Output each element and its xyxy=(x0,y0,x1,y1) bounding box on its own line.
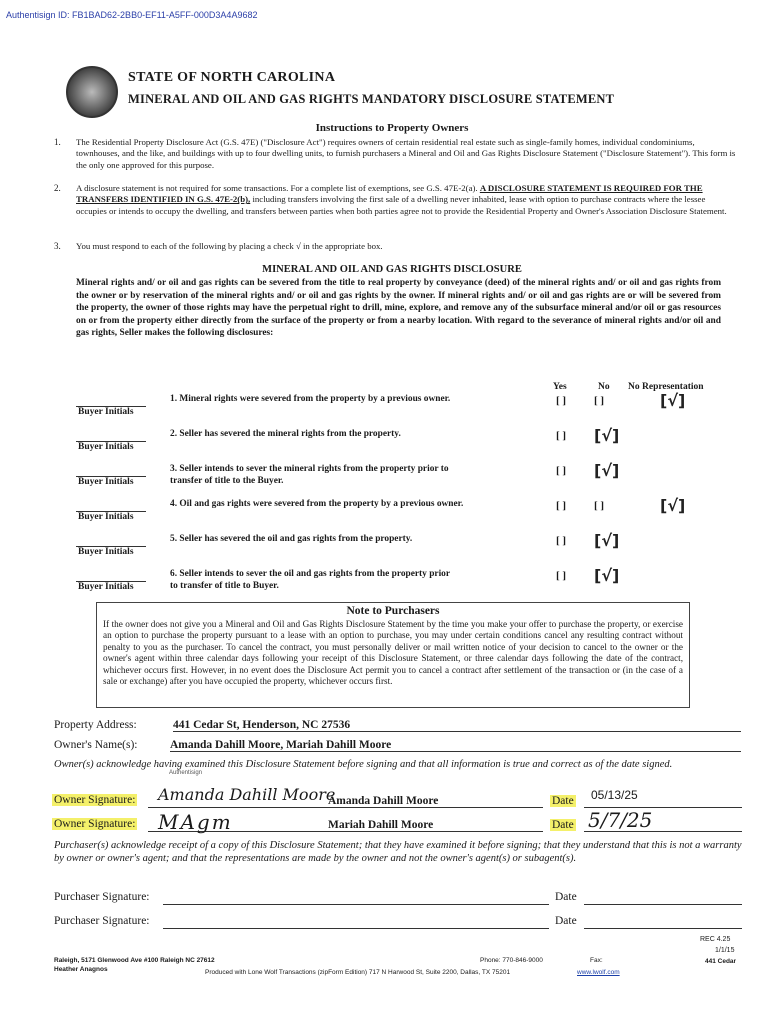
purchaser1-date-label: Date xyxy=(555,891,577,903)
owner-signature-label-1: Owner Signature: xyxy=(54,794,136,806)
answer-box-yes[interactable]: [ ] xyxy=(556,535,567,547)
answer-box-no[interactable]: [√] xyxy=(594,566,620,585)
form-date: 1/1/15 xyxy=(715,947,735,954)
owner1-date-label: Date xyxy=(552,795,574,807)
owners-name-value: Amanda Dahill Moore, Mariah Dahill Moore xyxy=(170,739,741,752)
question-text: 3. Seller intends to sever the mineral rights from the property prior to xyxy=(170,464,449,474)
purchaser2-date-label: Date xyxy=(555,915,577,927)
property-address-label: Property Address: xyxy=(54,719,137,731)
purchaser-signature-label-2: Purchaser Signature: xyxy=(54,915,150,927)
office-phone: Phone: 770-846-9000 xyxy=(480,957,543,964)
owner2-printed-name: Mariah Dahill Moore xyxy=(328,819,434,831)
nc-state-seal-icon xyxy=(66,66,118,118)
office-fax: Fax: xyxy=(590,957,603,964)
instruction-text-2 xyxy=(76,183,736,217)
question-text: 6. Seller intends to sever the oil and gas rights from the property prior xyxy=(170,569,451,579)
column-no-representation-header: No Representation xyxy=(628,382,704,392)
office-address: Raleigh, 5171 Glenwood Ave #100 Raleigh NC 27612 xyxy=(54,957,215,964)
owner-acknowledgement: Owner(s) acknowledge having examined this Disclosure Statement before signing and that all information is true and correct as of the date signed. xyxy=(54,759,673,770)
buyer-initials-label: Buyer Initials xyxy=(78,477,134,487)
owner-signature-line-1[interactable] xyxy=(148,807,543,808)
buyer-initials-label: Buyer Initials xyxy=(78,407,134,417)
instruction-number-1: 1. xyxy=(54,137,61,147)
note-title: Note to Purchasers xyxy=(346,605,440,617)
disclosure-intro: Mineral rights and/ or oil and gas rights can be severed from the title to real property by conveyance (deed) of the mineral rights and/ or oil and gas rights from the owner or by reservation of the mineral rights and/ or oil and gas rights by the owner. If mineral rights and/ or oil and gas rights are or will be severed from the property, the owner of those rights may have the perpetual right to drill, mine, explore, and remove any of the subsurface mineral and/or oil or gas resources on or from the property either directly from the surface of the property or from a nearby location. With regard to the severance of mineral rights and/or oil and gas rights, Seller makes the following disclosures: xyxy=(76,278,721,339)
answer-box-no[interactable]: [√] xyxy=(594,426,620,445)
buyer-initials-label: Buyer Initials xyxy=(78,547,134,557)
instruction-number-2: 2. xyxy=(54,183,61,193)
question-text: 4. Oil and gas rights were severed from the property by a previous owner. xyxy=(170,499,464,509)
authentisign-tag: Authentisign xyxy=(169,770,203,776)
answer-box-yes[interactable]: [ ] xyxy=(556,570,567,582)
instruction-text-1: The Residential Property Disclosure Act (G.S. 47E) ("Disclosure Act") requires owners of certain residential real estate such as single-family homes, individual condominiums, townhouses, and the like, and buildings with up to four dwelling units, to furnish purchasers a Mineral and Oil and Gas Rights Disclosure Statement ("Disclosure Statement"). This form is the only one approved for this purpose. xyxy=(76,137,736,170)
buyer-initials-label: Buyer Initials xyxy=(78,582,134,592)
question-text-continued: to transfer of title to Buyer. xyxy=(170,581,279,591)
website-link[interactable]: www.lwolf.com xyxy=(577,969,620,976)
owners-name-label: Owner's Name(s): xyxy=(54,739,138,751)
disclosure-title: MINERAL AND OIL AND GAS RIGHTS DISCLOSURE xyxy=(262,264,522,275)
instructions-title: Instructions to Property Owners xyxy=(315,122,469,134)
form-short-address: 441 Cedar xyxy=(705,958,737,965)
buyer-initials-label: Buyer Initials xyxy=(78,512,134,522)
answer-box-yes[interactable]: [ ] xyxy=(556,500,567,512)
instruction-text-3: You must respond to each of the following by placing a check √ in the appropriate box. xyxy=(76,241,383,251)
purchaser1-date-line[interactable] xyxy=(584,904,742,905)
property-address-value: 441 Cedar St, Henderson, NC 27536 xyxy=(173,719,741,732)
agent-name: Heather Anagnos xyxy=(54,966,108,973)
produced-by: Produced with Lone Wolf Transactions (zipForm Edition) 717 N Harwood St, Suite 2200, Dallas, TX 75201 xyxy=(205,969,511,976)
question-text: 1. Mineral rights were severed from the property by a previous owner. xyxy=(170,394,451,404)
answer-box-norep[interactable]: [√] xyxy=(660,496,686,515)
answer-box-no[interactable]: [ ] xyxy=(594,395,605,407)
form-code: REC 4.25 xyxy=(700,936,731,943)
instruction-number-3: 3. xyxy=(54,241,61,251)
purchaser-signature-label-1: Purchaser Signature: xyxy=(54,891,150,903)
buyer-initials-label: Buyer Initials xyxy=(78,442,134,452)
column-yes-header: Yes xyxy=(553,382,567,392)
authentisign-id: Authentisign ID: FB1BAD62-2BB0-EF11-A5FF-000D3A4A9682 xyxy=(6,10,258,20)
answer-box-no[interactable]: [ ] xyxy=(594,500,605,512)
note-to-purchasers-box xyxy=(96,602,690,708)
owner1-printed-name: Amanda Dahill Moore xyxy=(328,795,439,807)
owner1-signature: Amanda Dahill Moore xyxy=(158,785,336,804)
note-text: If the owner does not give you a Mineral and Oil and Gas Rights Disclosure Statement by the time you make your offer to purchase the property, or exercise an option to purchase the property pursuant to a lease with an option to purchase, you may under certain conditions cancel any resulting contract without penalty to you as the purchaser. To cancel the contract, you must personally deliver or mail written notice of your decision to cancel to the owner or the owner's agent within three calendar days following your receipt of this Disclosure Statement, or three calendar days following the date of the contract, whichever occurs first. However, in no event does the Disclosure Act permit you to cancel a contract after settlement of the transaction or (in the case of a sale or exchange) after you have occupied the property, whichever occurs first. xyxy=(103,619,683,687)
owner2-date-label: Date xyxy=(552,819,574,831)
instruction-text-2b: A DISCLOSURE STATEMENT IS REQUIRED FOR THE TRANSFERS IDENTIFIED IN G.S. 47E-2(b), xyxy=(76,183,703,205)
question-text: 5. Seller has severed the oil and gas rights from the property. xyxy=(170,534,413,544)
owner2-signature: MAgm xyxy=(158,810,233,834)
form-title-state: STATE OF NORTH CAROLINA xyxy=(128,70,336,85)
purchaser-acknowledgement: Purchaser(s) acknowledge receipt of a copy of this Disclosure Statement; that they have examined it before signing; that they understand that this is not a warranty by owner or owner's agent; and that the representations are made by the owner and not the owner's agent(s) or subagent(s). xyxy=(54,840,742,864)
answer-box-yes[interactable]: [ ] xyxy=(556,395,567,407)
answer-box-no[interactable]: [√] xyxy=(594,461,620,480)
question-text-continued: transfer of title to the Buyer. xyxy=(170,476,284,486)
owner2-date-value: 5/7/25 xyxy=(588,808,653,832)
column-no-header: No xyxy=(598,382,610,392)
instruction-text-2a: A disclosure statement is not required for some transactions. For a complete list of exemptions, see G.S. 47E-2(a). xyxy=(76,183,478,193)
owner1-date-value: 05/13/25 xyxy=(591,788,638,802)
owner-signature-label-2: Owner Signature: xyxy=(54,818,136,830)
answer-box-yes[interactable]: [ ] xyxy=(556,465,567,477)
purchaser-signature-line-1[interactable] xyxy=(163,904,549,905)
answer-box-yes[interactable]: [ ] xyxy=(556,430,567,442)
purchaser-signature-line-2[interactable] xyxy=(163,928,549,929)
form-title-main: MINERAL AND OIL AND GAS RIGHTS MANDATORY DISCLOSURE STATEMENT xyxy=(128,92,615,106)
answer-box-no[interactable]: [√] xyxy=(594,531,620,550)
purchaser2-date-line[interactable] xyxy=(584,928,742,929)
answer-box-norep[interactable]: [√] xyxy=(660,391,686,410)
question-text: 2. Seller has severed the mineral rights from the property. xyxy=(170,429,401,439)
instruction-text-2c: including transfers involving the first sale of a dwelling never inhabited, lease with option to purchase contracts where the lessee occupies or intends to occupy the dwelling, and transfers between parties when both parties agree not to provide the Residential Property and Owner's Association Disclosure Statement. xyxy=(76,194,727,216)
